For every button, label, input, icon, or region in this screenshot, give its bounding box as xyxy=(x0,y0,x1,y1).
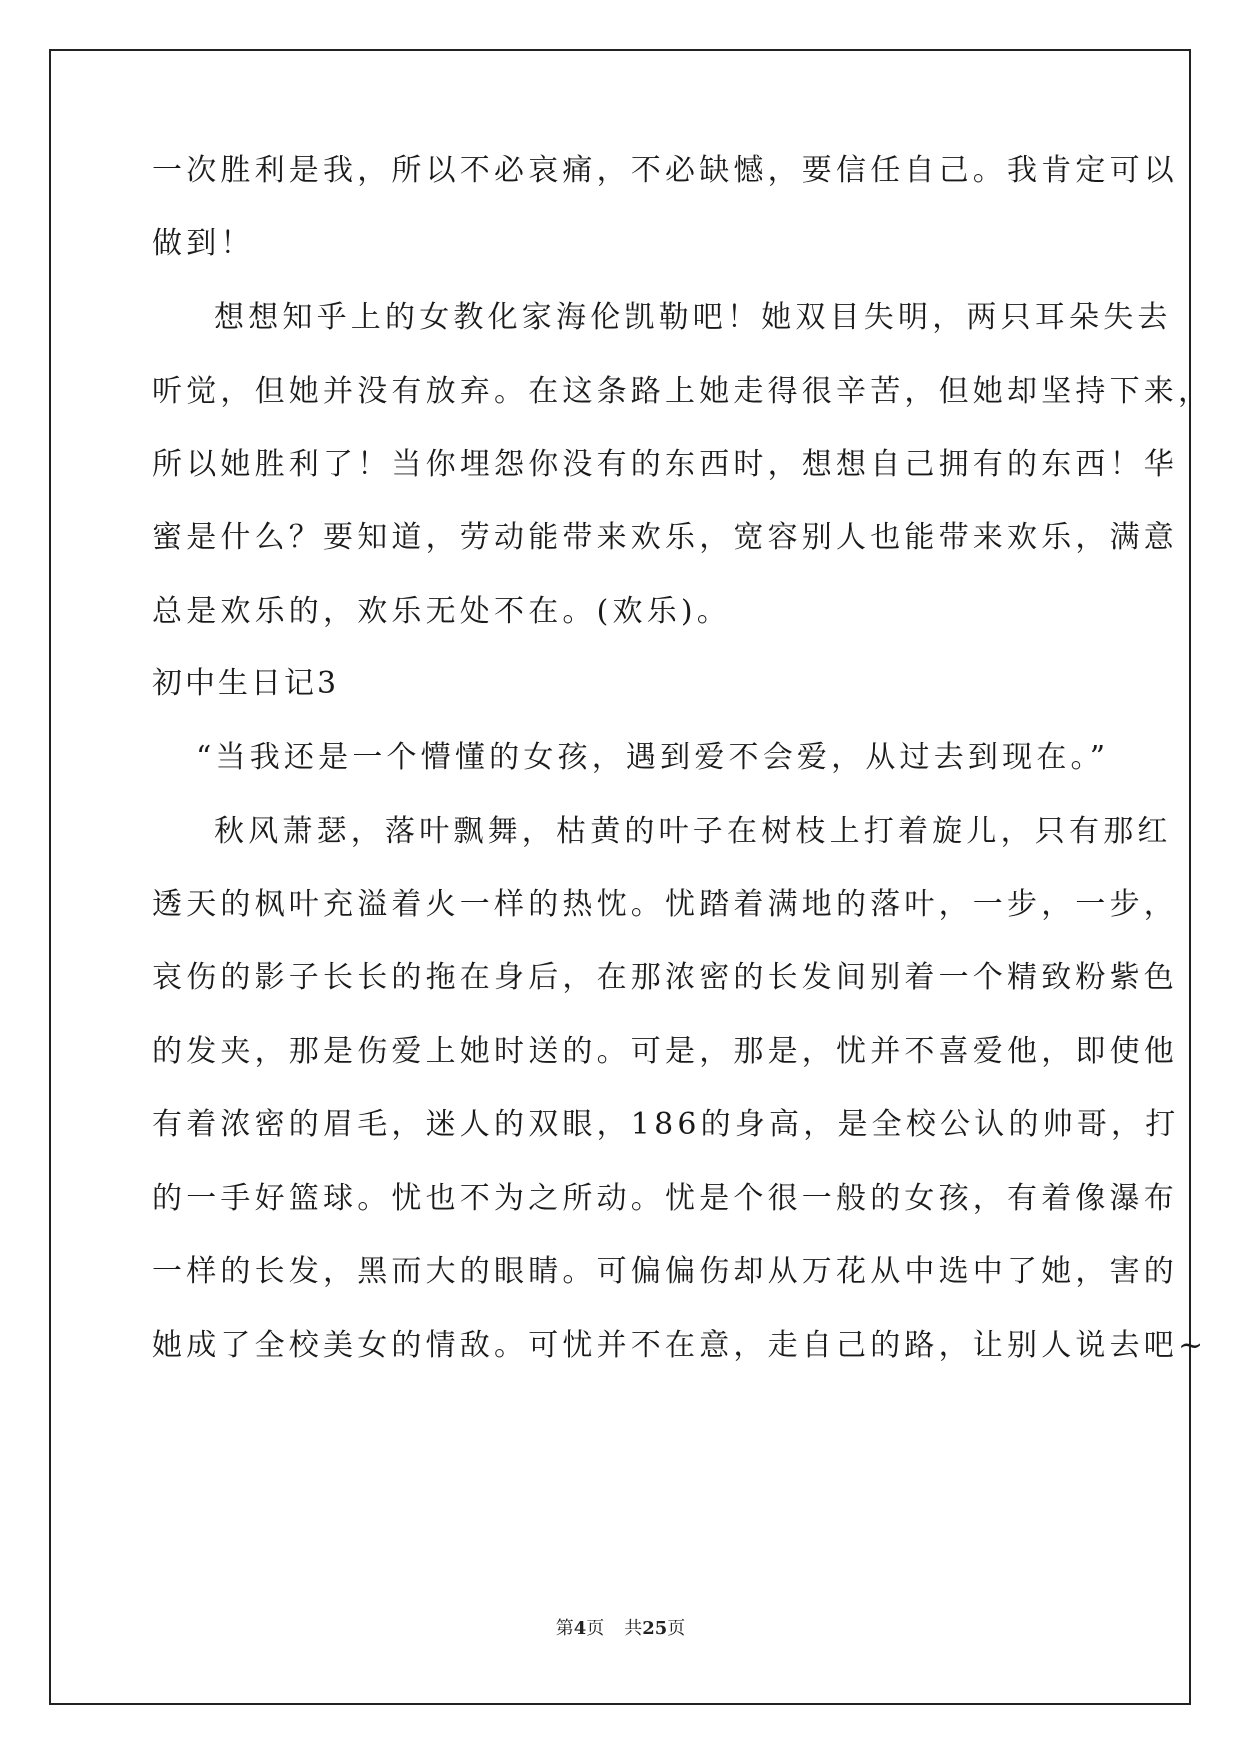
page-border xyxy=(49,49,1191,1705)
paragraph-first-line: 想想知乎上的女教化家海伦凯勒吧！她双目失明，两只耳朵失去 xyxy=(214,300,1172,335)
paragraph-first-line: 秋风萧瑟，落叶飘舞，枯黄的叶子在树枝上打着旋儿，只有那红 xyxy=(214,814,1172,849)
footer-total-suffix: 页 xyxy=(667,1618,686,1639)
body-text-line: 有着浓密的眉毛，迷人的双眼，186的身高，是全校公认的帅哥，打 xyxy=(152,1107,1180,1142)
current-page-number: 4 xyxy=(573,1618,587,1639)
footer-prefix: 第 xyxy=(555,1618,574,1639)
body-text-line: 哀伤的影子长长的拖在身后，在那浓密的长发间别着一个精致粉紫色 xyxy=(152,960,1178,995)
body-text-line: 听觉，但她并没有放弃。在这条路上她走得很辛苦，但她却坚持下来， xyxy=(152,374,1213,409)
body-text-line: 蜜是什么？要知道，劳动能带来欢乐，宽容别人也能带来欢乐，满意 xyxy=(152,520,1178,555)
body-text-line: 的发夹，那是伤爱上她时送的。可是，那是，忧并不喜爱他，即使他 xyxy=(152,1034,1178,1069)
page-footer xyxy=(0,1617,1241,1641)
total-page-count: 25 xyxy=(642,1618,668,1639)
body-text-line: 所以她胜利了！当你埋怨你没有的东西时，想想自己拥有的东西！华 xyxy=(152,447,1178,482)
body-text-line: 一样的长发，黑而大的眼睛。可偏偏伤却从万花从中选中了她，害的 xyxy=(152,1254,1178,1289)
footer-total-prefix: 共 xyxy=(624,1618,643,1639)
section-heading: 初中生日记3 xyxy=(152,666,340,701)
footer-page-suffix: 页 xyxy=(586,1618,605,1639)
body-text-line: 透天的枫叶充溢着火一样的热忱。忧踏着满地的落叶，一步，一步， xyxy=(152,887,1178,922)
body-text-line: 总是欢乐的，欢乐无处不在。(欢乐)。 xyxy=(152,594,732,629)
body-text-line: 做到！ xyxy=(152,226,255,261)
body-text-line: 的一手好篮球。忧也不为之所动。忧是个很一般的女孩，有着像瀑布 xyxy=(152,1181,1178,1216)
body-text-line: 她成了全校美女的情敌。可忧并不在意，走自己的路，让别人说去吧~ xyxy=(152,1328,1208,1363)
quote-line: “当我还是一个懵懂的女孩，遇到爱不会爱，从过去到现在。” xyxy=(196,740,1110,775)
body-text-line: 一次胜利是我，所以不必哀痛，不必缺憾，要信任自己。我肯定可以 xyxy=(152,153,1178,188)
